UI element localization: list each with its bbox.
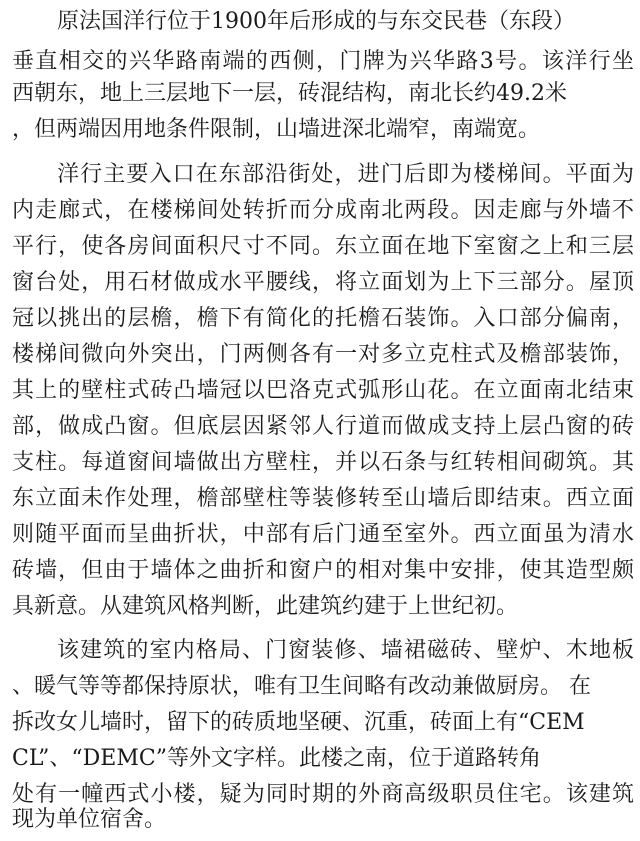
- paragraph-1-line-1: 原法国洋行位于1900年后形成的与东交民巷（东段）: [57, 9, 575, 34]
- paragraph-2-line-4: 窗台处，用石材做成水平腰线，将立面划为上下三部分。屋顶: [12, 270, 634, 295]
- paragraph-3-line-5: 处有一幢西式小楼，疑为同时期的外商高级职员住宅。该建筑: [12, 782, 634, 807]
- paragraph-2-line-5: 冠以挑出的层檐，檐下有简化的托檐石装饰。入口部分偏南，: [12, 306, 634, 331]
- paragraph-3-line-2: 、暖气等等都保持原状，唯有卫生间略有改动兼做厨房。 在: [12, 674, 591, 699]
- paragraph-1-line-3: 西朝东，地上三层地下一层，砖混结构，南北长约49.2米: [12, 81, 567, 106]
- paragraph-2-line-8: 部，做成凸窗。但底层因紧邻人行道而做成支持上层凸窗的砖: [12, 414, 634, 439]
- paragraph-2-line-1: 洋行主要入口在东部沿街处，进门后即为楼梯间。平面为: [57, 162, 634, 187]
- paragraph-2-line-6: 楼梯间微向外突出，门两侧各有一对多立克柱式及檐部装饰，: [12, 342, 634, 367]
- paragraph-3-line-6: 现为单位宿舍。: [12, 807, 167, 832]
- paragraph-2-line-13: 具新意。从建筑风格判断，此建筑约建于上世纪初。: [12, 594, 519, 619]
- paragraph-3-line-3: 拆改女儿墙时，留下的砖质地坚硬、沉重，砖面上有“CEM: [12, 710, 585, 735]
- paragraph-1-line-2: 垂直相交的兴华路南端的西侧，门牌为兴华路3号。该洋行坐: [12, 49, 634, 74]
- paragraph-2-line-9: 支柱。每道窗间墙做出方壁柱，并以石条与红转相间砌筑。其: [12, 450, 634, 475]
- paragraph-2-line-11: 则随平面而呈曲折状，中部有后门通至室外。西立面虽为清水: [12, 522, 634, 547]
- paragraph-3-line-4: CL”、“DEMC”等外文字样。此楼之南，位于道路转角: [12, 746, 541, 771]
- paragraph-1-line-4: ，但两端因用地条件限制，山墙进深北端窄，南端宽。: [12, 117, 541, 142]
- paragraph-2-line-7: 其上的壁柱式砖凸墙冠以巴洛克式弧形山花。在立面南北结束: [12, 378, 634, 403]
- paragraph-2-line-3: 平行，使各房间面积尺寸不同。东立面在地下室窗之上和三层: [12, 234, 634, 259]
- paragraph-3-line-1: 该建筑的室内格局、门窗装修、墙裙磁砖、壁炉、木地板: [57, 638, 634, 663]
- paragraph-2-line-2: 内走廊式，在楼梯间处转折而分成南北两段。因走廊与外墙不: [12, 198, 634, 223]
- paragraph-2-line-12: 砖墙，但由于墙体之曲折和窗户的相对集中安排，使其造型颇: [12, 558, 634, 583]
- paragraph-2-line-10: 东立面未作处理，檐部壁柱等装修转至山墙后即结束。西立面: [12, 486, 634, 511]
